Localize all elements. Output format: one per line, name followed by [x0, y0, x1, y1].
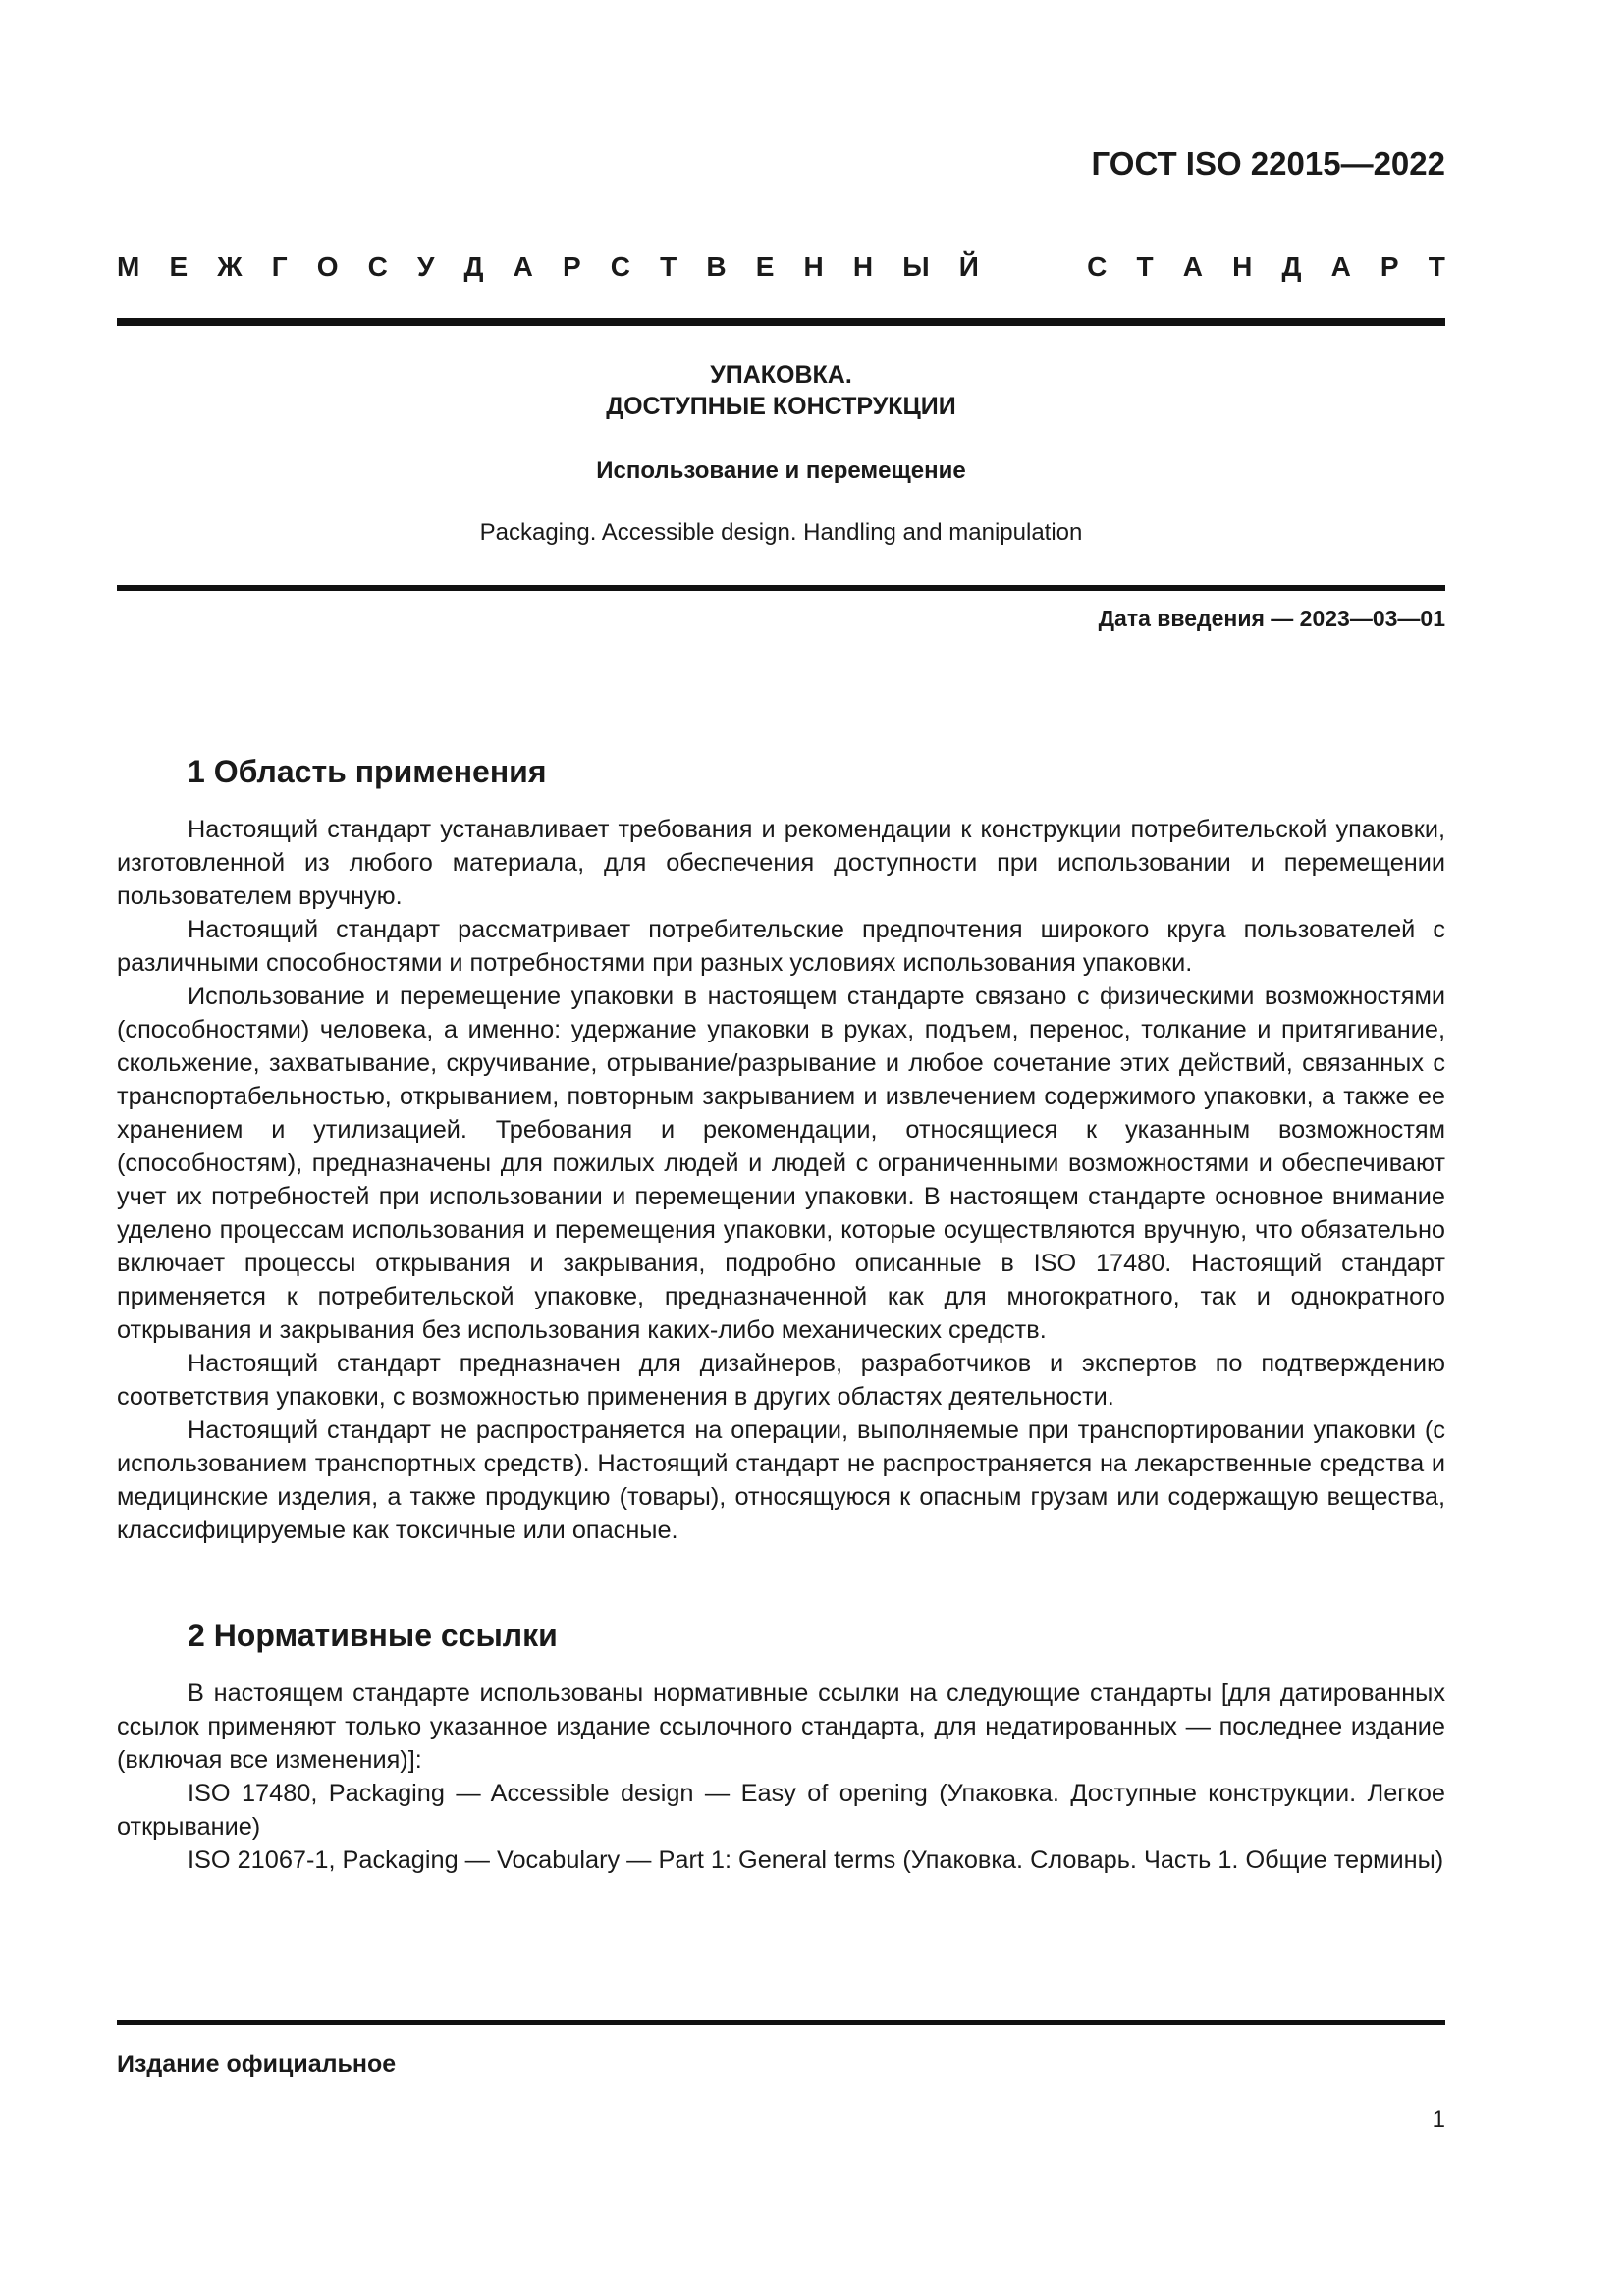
letter: С: [367, 251, 388, 282]
title-line-1: УПАКОВКА.: [710, 361, 852, 389]
letter: Р: [562, 251, 581, 282]
section-heading-normative-references: 2 Нормативные ссылки: [188, 1618, 558, 1653]
letter: Ж: [217, 251, 243, 282]
page-number: 1: [1432, 2107, 1445, 2133]
title-divider: [117, 585, 1445, 591]
english-title: Packaging. Accessible design. Handling and manipulation: [479, 519, 1083, 546]
section-heading-scope: 1 Область применения: [188, 754, 547, 789]
standard-type-heading: [117, 251, 1445, 283]
header-divider: [117, 318, 1445, 326]
paragraph: Настоящий стандарт не распространяется на операции, выполняемые при транспортировании упаковки (с использованием транспортных средств). Настоящий стандарт не распространяется на лекарственные средства и медицинские изделия, а также продукцию (товары), относящуюся к опасным грузам или содержащую вещества, классифицируемые как токсичные или опасные.: [117, 1416, 1445, 1544]
letter: Ы: [902, 251, 930, 282]
reference-item: ISO 17480, Packaging — Accessible design — Easy of opening (Упаковка. Доступные конструкции. Легкое открывание): [117, 1780, 1445, 1841]
letter: Т: [1136, 251, 1154, 282]
subtitle: Использование и перемещение: [596, 457, 966, 484]
letter: Д: [463, 251, 484, 282]
letter: С: [610, 251, 630, 282]
letter: С: [1087, 251, 1108, 282]
letter: Т: [660, 251, 677, 282]
word-gap: [1008, 251, 1057, 283]
letter: Р: [1380, 251, 1399, 282]
introduction-date: Дата введения — 2023—03—01: [1098, 606, 1445, 631]
letter: А: [1182, 251, 1203, 282]
letter: Т: [1428, 251, 1445, 282]
letter: В: [706, 251, 727, 282]
reference-item: ISO 21067-1, Packaging — Vocabulary — Part 1: General terms (Упаковка. Словарь. Часть 1. Общие термины): [188, 1846, 1444, 1874]
title-line-2: ДОСТУПНЫЕ КОНСТРУКЦИИ: [606, 393, 956, 420]
letter: Н: [803, 251, 824, 282]
document-number: ГОСТ ISO 22015—2022: [1091, 145, 1445, 182]
footer-divider: [117, 2020, 1445, 2025]
letter: Д: [1281, 251, 1302, 282]
paragraph: Настоящий стандарт устанавливает требования и рекомендации к конструкции потребительской упаковки, изготовленной из любого материала, для обеспечения доступности при использовании и перемещении пользователем вручную.: [117, 816, 1445, 910]
letter: Г: [271, 251, 288, 282]
letter: О: [316, 251, 339, 282]
paragraph: В настоящем стандарте использованы нормативные ссылки на следующие стандарты [для датированных ссылок применяют только указанное издание ссылочного стандарта, для недатированных — последнее издание (включая все изменения)]:: [117, 1680, 1445, 1774]
paragraph: Настоящий стандарт рассматривает потребительские предпочтения широкого круга пользователей с различными способностями и потребностями при разных условиях использования упаковки.: [117, 916, 1445, 977]
letter: М: [117, 251, 140, 282]
section-body-normative-references: [117, 1677, 1445, 1877]
official-edition-label: Издание официальное: [117, 2051, 397, 2078]
letter: Н: [1232, 251, 1253, 282]
paragraph: Настоящий стандарт предназначен для дизайнеров, разработчиков и экспертов по подтверждению соответствия упаковки, с возможностью применения в других областях деятельности.: [117, 1350, 1445, 1411]
letter: Й: [958, 251, 979, 282]
paragraph: Использование и перемещение упаковки в настоящем стандарте связано с физическими возможностями (способностями) человека, а именно: удержание упаковки в руках, подъем, перенос, толкание и притягивание, скольжение, захватывание, скручивание, отрывание/разрывание и любое сочетание этих действий, связанных с транспортабельностью, открыванием, повторным закрыванием и извлечением содержимого упаковки, а также ее хранением и утилизацией. Требования и рекомендации, относящиеся к указанным возможностям (способностям), предназначены для пожилых людей и людей с ограниченными возможностями и обеспечивают учет их потребностей при использовании и перемещении упаковки. В настоящем стандарте основное внимание уделено процессам использования и перемещения упаковки, которые осуществляются вручную, что обязательно включает процессы открывания и закрывания, подробно описанные в ISO 17480. Настоящий стандарт применяется к потребительской упаковке, предназначенной как для многократного, так и однократного открывания и закрывания без использования каких-либо механических средств.: [117, 983, 1445, 1344]
letter: А: [513, 251, 533, 282]
letter: Е: [755, 251, 775, 282]
letter: Е: [169, 251, 189, 282]
letter: А: [1330, 251, 1351, 282]
letter: У: [416, 251, 435, 282]
letter: Н: [852, 251, 874, 282]
section-body-scope: [117, 813, 1445, 1547]
